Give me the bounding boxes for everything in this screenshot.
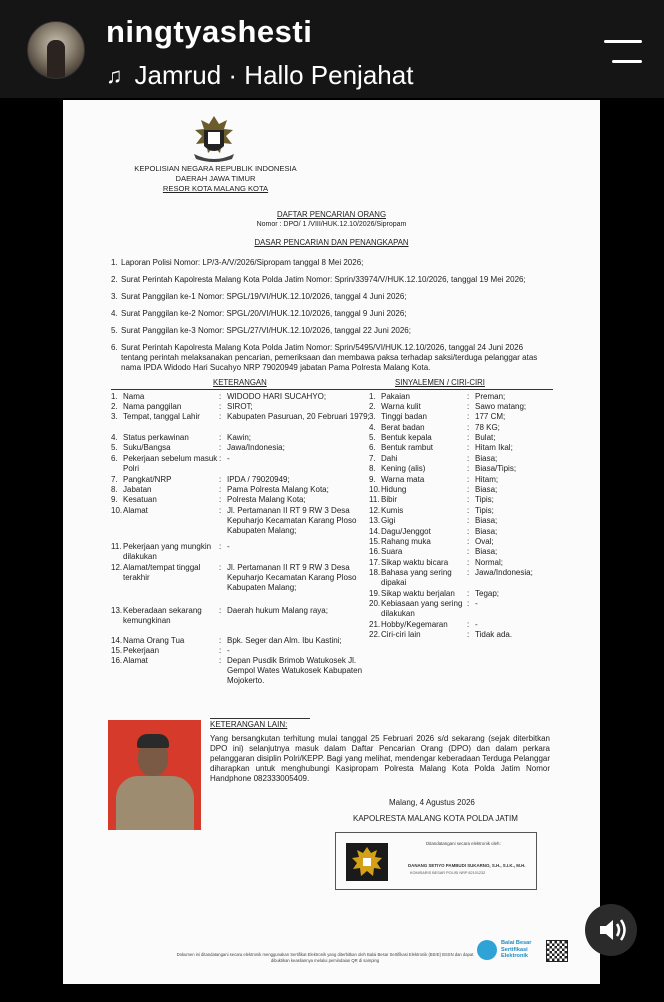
basis-title: DASAR PENCARIAN DAN PENANGKAPAN bbox=[254, 238, 409, 247]
basis-text: Surat Perintah Kapolresta Malang Kota Polda Jatim Nomor: Sprin/5495/VI/HUK.12.10/2026, tanggal 24 Juni 2026 tentang perintah melaksanakan pencarian, pemeriksaan dan membawa paksa terhadap saksi/terduga pelanggar atas nama IPDA Widodo Hari Sucahyo NRP 79020949 jabatan Pama Polresta Malang Kota. bbox=[121, 343, 538, 372]
keterangan-number: 3. bbox=[111, 412, 118, 421]
sinyalemen-label: Pakaian bbox=[381, 392, 410, 401]
bsre-logo bbox=[477, 938, 539, 964]
keterangan-row bbox=[111, 495, 372, 505]
colon: : bbox=[467, 558, 470, 567]
keterangan-value: Polresta Malang Kota; bbox=[227, 495, 306, 504]
keterangan-value: Jawa/Indonesia; bbox=[227, 443, 285, 452]
colon: : bbox=[219, 412, 222, 421]
keterangan-number: 13. bbox=[111, 606, 123, 615]
keterangan-row bbox=[111, 392, 372, 402]
sinyalemen-label: Suara bbox=[381, 547, 403, 556]
keterangan-row bbox=[111, 412, 372, 422]
music-title: Jamrud · Hallo Penjahat bbox=[134, 60, 414, 90]
basis-text: Surat Panggilan ke-1 Nomor: SPGL/19/VI/HUK.12.10/2026, tanggal 4 Juni 2026; bbox=[121, 292, 407, 301]
sinyalemen-label: Kening (alis) bbox=[381, 464, 426, 473]
sinyalemen-label: Warna kulit bbox=[381, 402, 421, 411]
colon: : bbox=[467, 620, 470, 629]
sinyalemen-label: Hidung bbox=[381, 485, 407, 494]
sinyalemen-row bbox=[369, 568, 545, 588]
sinyalemen-number: 17. bbox=[369, 558, 381, 567]
speaker-icon bbox=[585, 904, 637, 956]
sinyalemen-row bbox=[369, 454, 545, 464]
colon: : bbox=[467, 630, 470, 639]
keterangan-value: - bbox=[227, 542, 230, 551]
sinyalemen-row bbox=[369, 475, 545, 485]
divider bbox=[210, 718, 310, 719]
basis-item bbox=[111, 292, 551, 302]
police-seal-icon bbox=[346, 843, 388, 881]
colon: : bbox=[467, 433, 470, 442]
colon: : bbox=[467, 599, 470, 608]
colon: : bbox=[219, 485, 222, 494]
keterangan-row bbox=[111, 563, 372, 593]
colon: : bbox=[467, 547, 470, 556]
sinyalemen-number: 19. bbox=[369, 589, 381, 598]
keterangan-label: Keberadaan sekarang kemungkinan bbox=[123, 606, 202, 625]
sinyalemen-number: 3. bbox=[369, 412, 376, 421]
dpo-document bbox=[63, 100, 600, 984]
keterangan-number: 5. bbox=[111, 443, 118, 452]
sinyalemen-value: Biasa/Tipis; bbox=[475, 464, 517, 473]
colon: : bbox=[467, 454, 470, 463]
sinyalemen-number: 9. bbox=[369, 475, 376, 484]
document-footer: Dokumen ini ditandatangani secara elektronik menggunakan Sertifikat Elektronik yang diterbitkan oleh Balai Besar Sertifikasi Elektronik (BSrE) BSSN dan dapat dibuktikan keasliannya melalui pemindaian QR di samping bbox=[176, 952, 474, 963]
music-attribution[interactable] bbox=[106, 60, 413, 91]
music-note-icon: ♫ bbox=[106, 62, 123, 88]
keterangan-row bbox=[111, 443, 372, 453]
sinyalemen-number: 10. bbox=[369, 485, 381, 494]
sinyalemen-label: Bahasa yang sering dipakai bbox=[381, 568, 452, 587]
colon: : bbox=[219, 392, 222, 401]
bottom-bar bbox=[0, 987, 664, 1002]
keterangan-row bbox=[111, 506, 372, 536]
keterangan-label: Alamat bbox=[123, 506, 148, 515]
keterangan-value: Pama Polresta Malang Kota; bbox=[227, 485, 329, 494]
sinyalemen-value: Normal; bbox=[475, 558, 504, 567]
basis-item bbox=[111, 309, 551, 319]
keterangan-label: Nama Orang Tua bbox=[123, 636, 185, 645]
sinyalemen-number: 7. bbox=[369, 454, 376, 463]
colon: : bbox=[467, 495, 470, 504]
basis-text: Surat Panggilan ke-2 Nomor: SPGL/20/VI/HUK.12.10/2026, tanggal 9 Juni 2026; bbox=[121, 309, 407, 318]
police-emblem-icon bbox=[186, 112, 242, 164]
keterangan-label: Status perkawinan bbox=[123, 433, 189, 442]
sinyalemen-label: Dahi bbox=[381, 454, 398, 463]
sinyalemen-value: 177 CM; bbox=[475, 412, 506, 421]
colon: : bbox=[219, 454, 222, 463]
bsre-line: Sertifikasi bbox=[501, 946, 528, 953]
qr-code bbox=[546, 940, 568, 962]
colon: : bbox=[219, 542, 222, 551]
sinyalemen-row bbox=[369, 537, 545, 547]
document-number: Nomor : DPO/ 1 /VIII/HUK.12.10/2026/Sipropam bbox=[256, 221, 407, 228]
sinyalemen-number: 2. bbox=[369, 402, 376, 411]
sinyalemen-label: Bentuk rambut bbox=[381, 443, 434, 452]
sinyalemen-label: Kebiasaan yang sering dilakukan bbox=[381, 599, 463, 618]
sinyalemen-number: 16. bbox=[369, 547, 381, 556]
keterangan-label: Pekerjaan yang mungkin dilakukan bbox=[123, 542, 212, 561]
colon: : bbox=[467, 423, 470, 432]
sinyalemen-value: Tipis; bbox=[475, 495, 494, 504]
sinyalemen-row bbox=[369, 443, 545, 453]
sinyalemen-value: Preman; bbox=[475, 392, 506, 401]
sinyalemen-value: Biasa; bbox=[475, 547, 498, 556]
keterangan-value: - bbox=[227, 646, 230, 655]
sinyalemen-value: - bbox=[475, 599, 478, 608]
keterangan-label: Alamat/tempat tinggal terakhir bbox=[123, 563, 201, 582]
sinyalemen-row bbox=[369, 506, 545, 516]
basis-list bbox=[111, 258, 551, 380]
keterangan-row bbox=[111, 454, 372, 474]
basis-number: 3. bbox=[111, 292, 118, 301]
sinyalemen-label: Bibir bbox=[381, 495, 398, 504]
sinyalemen-value: Oval; bbox=[475, 537, 494, 546]
sinyalemen-row bbox=[369, 392, 545, 402]
sinyalemen-number: 15. bbox=[369, 537, 381, 546]
colon: : bbox=[467, 402, 470, 411]
sinyalemen-number: 5. bbox=[369, 433, 376, 442]
colon: : bbox=[219, 563, 222, 572]
divider bbox=[111, 389, 553, 390]
sinyalemen-label: Sikap waktu berjalan bbox=[381, 589, 455, 598]
sinyalemen-row bbox=[369, 599, 545, 619]
keterangan-number: 9. bbox=[111, 495, 118, 504]
keterangan-value: Depan Pusdik Brimob Watukosek Jl. Gempol Wates Watukosek Kabupaten Mojokerto. bbox=[227, 656, 363, 685]
document-title: DAFTAR PENCARIAN ORANG bbox=[276, 210, 387, 219]
esign-name: DANANG SETIYO PAMBUDI SUKARNO, S.H., S.I.K., M.H. bbox=[408, 863, 526, 868]
keterangan-row bbox=[111, 475, 372, 485]
esign-rank: KOMISARIS BESAR POLISI NRP 82101232 bbox=[410, 871, 486, 875]
basis-text: Laporan Polisi Nomor: LP/3-A/V/2026/Sipropam tanggal 8 Mei 2026; bbox=[121, 258, 364, 267]
story-header bbox=[0, 0, 664, 98]
keterangan-label: Pekerjaan bbox=[123, 646, 160, 655]
sinyalemen-row bbox=[369, 630, 545, 640]
sinyalemen-label: Dagu/Jenggot bbox=[381, 527, 431, 536]
keterangan-value: WIDODO HARI SUCAHYO; bbox=[227, 392, 327, 401]
keterangan-row bbox=[111, 402, 372, 412]
sinyalemen-value: - bbox=[475, 620, 478, 629]
keterangan-number: 12. bbox=[111, 563, 123, 572]
colon: : bbox=[467, 568, 470, 577]
basis-item bbox=[111, 343, 551, 373]
sinyalemen-label: Bentuk kepala bbox=[381, 433, 432, 442]
sinyalemen-number: 22. bbox=[369, 630, 381, 639]
sinyalemen-value: Tipis; bbox=[475, 506, 494, 515]
avatar[interactable] bbox=[27, 21, 85, 79]
keterangan-label: Jabatan bbox=[123, 485, 152, 494]
sinyalemen-row bbox=[369, 558, 545, 568]
sinyalemen-value: Tegap; bbox=[475, 589, 500, 598]
username[interactable]: ningtyashesti bbox=[106, 14, 313, 49]
keterangan-value: Daerah hukum Malang raya; bbox=[227, 606, 328, 615]
sinyalemen-label: Berat badan bbox=[381, 423, 425, 432]
keterangan-number: 6. bbox=[111, 454, 118, 463]
keterangan-label: Pekerjaan sebelum masuk Polri bbox=[123, 454, 218, 473]
colon: : bbox=[219, 606, 222, 615]
keterangan-value: - bbox=[227, 454, 230, 463]
sinyalemen-row bbox=[369, 423, 545, 433]
colon: : bbox=[219, 646, 222, 655]
keterangan-label: Tempat, tanggal Lahir bbox=[123, 412, 200, 421]
sinyalemen-row bbox=[369, 485, 545, 495]
remarks-title: KETERANGAN LAIN: bbox=[210, 720, 288, 729]
colon: : bbox=[467, 506, 470, 515]
menu-icon[interactable] bbox=[604, 40, 642, 64]
sinyalemen-row bbox=[369, 402, 545, 412]
keterangan-number: 15. bbox=[111, 646, 123, 655]
colon: : bbox=[219, 656, 222, 665]
colon: : bbox=[219, 402, 222, 411]
basis-item bbox=[111, 275, 551, 285]
sinyalemen-value: Biasa; bbox=[475, 454, 498, 463]
sinyalemen-value: Bulat; bbox=[475, 433, 496, 442]
sinyalemen-row bbox=[369, 433, 545, 443]
sinyalemen-label: Gigi bbox=[381, 516, 396, 525]
keterangan-label: Kesatuan bbox=[123, 495, 157, 504]
remarks-text: Yang bersangkutan terhitung mulai tanggal 25 Februari 2026 s/d sekarang (sejak diterbitkan DPO ini) selanjutnya masuk dalam Daftar Pencarian Orang (DPO) dan dalam perkara pelanggaran disiplin Polri/KEPP. Bagi yang melihat, mendengar keberadaan Terduga Pelanggar diharapkan untuk menghubungi Kasipropam Polresta Malang Kota Polda Jatim Nomor Handphone 082333005409. bbox=[210, 734, 550, 783]
keterangan-number: 10. bbox=[111, 506, 123, 515]
keterangan-value: Kawin; bbox=[227, 433, 252, 442]
basis-number: 2. bbox=[111, 275, 118, 284]
sinyalemen-number: 13. bbox=[369, 516, 381, 525]
keterangan-value: Bpk. Seger dan Alm. Ibu Kastini; bbox=[227, 636, 342, 645]
sinyalemen-row bbox=[369, 412, 545, 422]
place-date: Malang, 4 Agustus 2026 bbox=[389, 798, 475, 807]
sinyalemen-label: Ciri-ciri lain bbox=[381, 630, 421, 639]
colon: : bbox=[467, 443, 470, 452]
keterangan-row bbox=[111, 606, 372, 626]
keterangan-number: 16. bbox=[111, 656, 123, 665]
sinyalemen-number: 14. bbox=[369, 527, 381, 536]
esign-caption: Ditandatangani secara elektronik oleh: bbox=[426, 841, 501, 846]
sinyalemen-label: Tinggi badan bbox=[381, 412, 427, 421]
colon: : bbox=[467, 527, 470, 536]
keterangan-header: KETERANGAN bbox=[213, 378, 267, 387]
keterangan-value: Jl. Pertamanan II RT 9 RW 3 Desa Kepuharjo Kecamatan Karang Ploso Kabupaten Malang; bbox=[227, 563, 357, 592]
sinyalemen-value: Jawa/Indonesia; bbox=[475, 568, 533, 577]
keterangan-value: SIROT; bbox=[227, 402, 253, 411]
sinyalemen-value: Hitam Ikal; bbox=[475, 443, 513, 452]
keterangan-number: 8. bbox=[111, 485, 118, 494]
sinyalemen-number: 18. bbox=[369, 568, 381, 577]
basis-number: 1. bbox=[111, 258, 118, 267]
bsre-line: Balai Besar bbox=[501, 940, 532, 946]
basis-number: 4. bbox=[111, 309, 118, 318]
bsre-line: Elektronik bbox=[501, 953, 529, 959]
sinyalemen-value: Biasa; bbox=[475, 516, 498, 525]
sinyalemen-number: 12. bbox=[369, 506, 381, 515]
sinyalemen-row bbox=[369, 620, 545, 630]
keterangan-row bbox=[111, 636, 372, 646]
keterangan-value: Kabupaten Pasuruan, 20 Februari 1979; bbox=[227, 412, 370, 421]
keterangan-value: IPDA / 79020949; bbox=[227, 475, 290, 484]
sound-toggle-button[interactable] bbox=[585, 904, 637, 956]
sinyalemen-row bbox=[369, 464, 545, 474]
sinyalemen-number: 8. bbox=[369, 464, 376, 473]
sinyalemen-value: Sawo matang; bbox=[475, 402, 527, 411]
keterangan-number: 1. bbox=[111, 392, 118, 401]
colon: : bbox=[467, 412, 470, 421]
colon: : bbox=[467, 485, 470, 494]
keterangan-number: 2. bbox=[111, 402, 118, 411]
keterangan-row bbox=[111, 646, 372, 656]
keterangan-label: Suku/Bangsa bbox=[123, 443, 171, 452]
sinyalemen-number: 11. bbox=[369, 495, 380, 504]
colon: : bbox=[467, 589, 470, 598]
keterangan-row bbox=[111, 485, 372, 495]
sinyalemen-row bbox=[369, 516, 545, 526]
sinyalemen-value: Tidak ada. bbox=[475, 630, 513, 639]
keterangan-number: 11. bbox=[111, 542, 122, 551]
sinyalemen-label: Rahang muka bbox=[381, 537, 431, 546]
sinyalemen-number: 21. bbox=[369, 620, 381, 629]
sinyalemen-row bbox=[369, 527, 545, 537]
sinyalemen-number: 6. bbox=[369, 443, 376, 452]
keterangan-label: Alamat bbox=[123, 656, 148, 665]
letterhead-line: KEPOLISIAN NEGARA REPUBLIK INDONESIA bbox=[134, 164, 297, 173]
sinyalemen-label: Hobby/Kegemaran bbox=[381, 620, 448, 629]
colon: : bbox=[467, 516, 470, 525]
sinyalemen-number: 1. bbox=[369, 392, 376, 401]
colon: : bbox=[467, 464, 470, 473]
letterhead-line: DAERAH JAWA TIMUR bbox=[175, 174, 256, 183]
electronic-signature-box bbox=[335, 832, 537, 890]
colon: : bbox=[219, 433, 222, 442]
basis-text: Surat Perintah Kapolresta Malang Kota Polda Jatim Nomor: Sprin/33974/V/HUK.12.10/2026, tanggal 19 Mei 2026; bbox=[121, 275, 526, 284]
sinyalemen-label: Kumis bbox=[381, 506, 404, 515]
sinyalemen-row bbox=[369, 589, 545, 599]
keterangan-row bbox=[111, 542, 372, 562]
colon: : bbox=[219, 495, 222, 504]
colon: : bbox=[467, 537, 470, 546]
sinyalemen-number: 20. bbox=[369, 599, 381, 608]
sinyalemen-value: 78 KG; bbox=[475, 423, 500, 432]
keterangan-row bbox=[111, 656, 372, 686]
basis-item bbox=[111, 326, 551, 336]
sinyalemen-value: Biasa; bbox=[475, 527, 498, 536]
basis-text: Surat Panggilan ke-3 Nomor: SPGL/27/VI/HUK.12.10/2026, tanggal 22 Juni 2026; bbox=[121, 326, 411, 335]
colon: : bbox=[219, 475, 222, 484]
signer-title: KAPOLRESTA MALANG KOTA POLDA JATIM bbox=[353, 814, 518, 823]
keterangan-number: 14. bbox=[111, 636, 123, 645]
colon: : bbox=[219, 443, 222, 452]
sinyalemen-header: SINYALEMEN / CIRI-CIRI bbox=[395, 378, 485, 387]
suspect-photo bbox=[108, 720, 201, 830]
basis-number: 5. bbox=[111, 326, 118, 335]
colon: : bbox=[467, 475, 470, 484]
letterhead-line: RESOR KOTA MALANG KOTA bbox=[162, 184, 269, 193]
sinyalemen-label: Sikap waktu bicara bbox=[381, 558, 449, 567]
sinyalemen-label: Warna mata bbox=[381, 475, 425, 484]
sinyalemen-value: Biasa; bbox=[475, 485, 498, 494]
document-letterhead bbox=[123, 164, 308, 194]
sinyalemen-row bbox=[369, 547, 545, 557]
sinyalemen-value: Hitam; bbox=[475, 475, 499, 484]
colon: : bbox=[219, 506, 222, 515]
keterangan-label: Nama bbox=[123, 392, 145, 401]
keterangan-row bbox=[111, 433, 372, 443]
sinyalemen-number: 4. bbox=[369, 423, 376, 432]
keterangan-label: Pangkat/NRP bbox=[123, 475, 172, 484]
basis-item bbox=[111, 258, 551, 268]
colon: : bbox=[219, 636, 222, 645]
basis-number: 6. bbox=[111, 343, 118, 352]
keterangan-number: 4. bbox=[111, 433, 118, 442]
colon: : bbox=[467, 392, 470, 401]
sinyalemen-row bbox=[369, 495, 545, 505]
keterangan-label: Nama panggilan bbox=[123, 402, 182, 411]
keterangan-value: Jl. Pertamanan II RT 9 RW 3 Desa Kepuharjo Kecamatan Karang Ploso Kabupaten Malang; bbox=[227, 506, 357, 535]
keterangan-number: 7. bbox=[111, 475, 118, 484]
